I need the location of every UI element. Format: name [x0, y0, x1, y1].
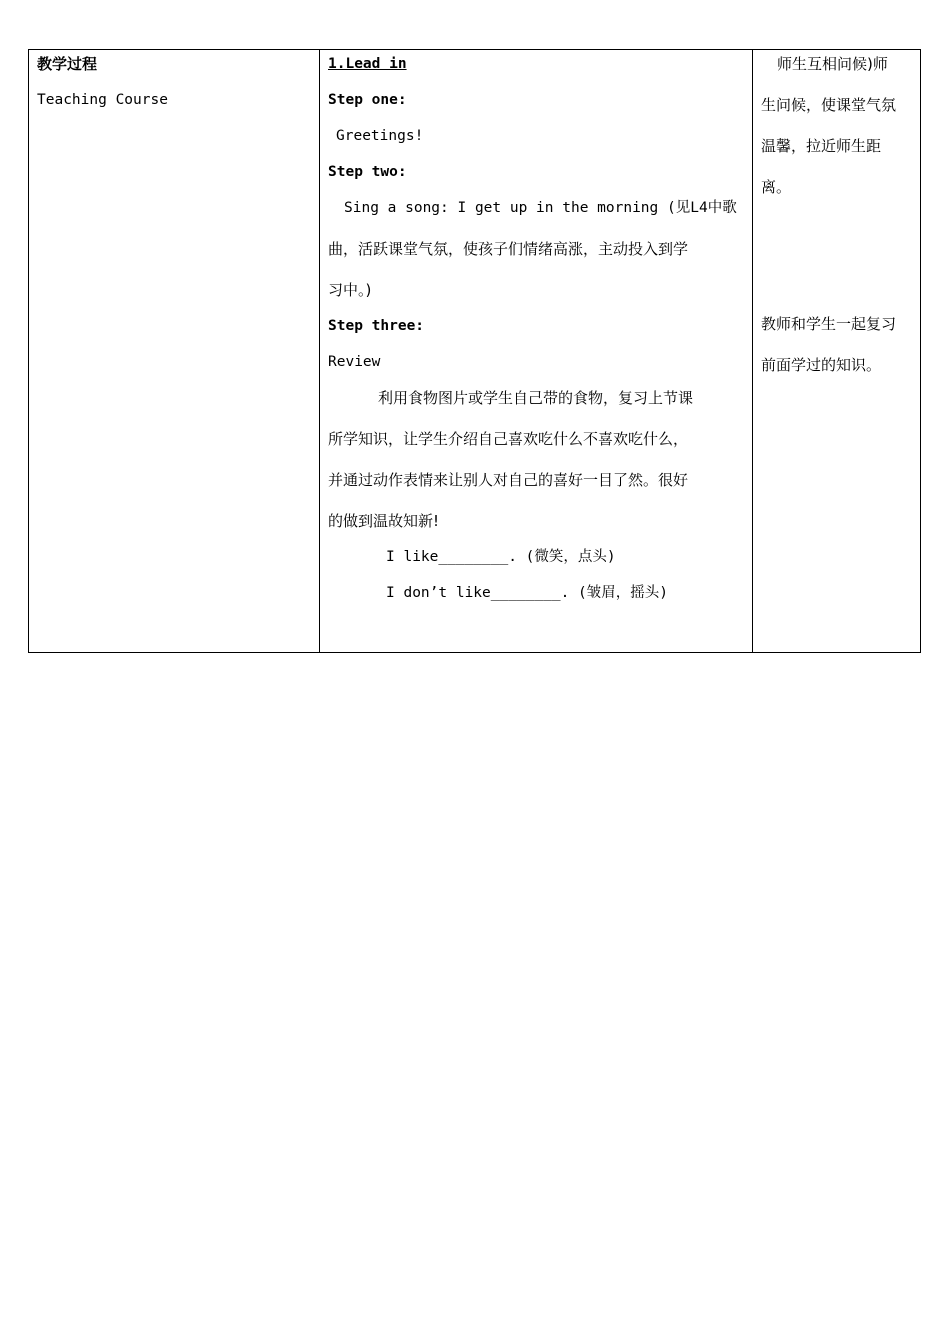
- step-two-line: 习中。): [328, 281, 372, 299]
- example-dont-like: I don’t like________. (皱眉，摇头): [386, 585, 669, 601]
- note-line: 师生互相问候)师: [777, 55, 888, 73]
- note-line: 教师和学生一起复习: [761, 315, 897, 333]
- step-two-line: 曲，活跃课堂气氛，使孩子们情绪高涨，主动投入到学: [328, 240, 689, 258]
- section-column: [29, 50, 320, 652]
- note-line: 温馨，拉近师生距: [761, 137, 882, 155]
- example-like: I like________. (微笑，点头): [386, 549, 616, 565]
- step-one-label: Step one:: [328, 92, 407, 108]
- section-title-cn: 教学过程: [37, 55, 98, 73]
- lead-in-heading: 1.Lead in: [328, 56, 407, 72]
- note-line: 前面学过的知识。: [761, 356, 882, 374]
- step-two-label: Step two:: [328, 164, 407, 180]
- note-line: 生问候，使课堂气氛: [761, 96, 897, 114]
- lesson-table: [28, 49, 921, 653]
- content-column: [320, 50, 753, 652]
- review-label: Review: [328, 354, 381, 370]
- review-line: 并通过动作表情来让别人对自己的喜好一目了然。很好: [328, 471, 689, 489]
- step-three-label: Step three:: [328, 318, 425, 334]
- review-line: 所学知识，让学生介绍自己喜欢吃什么不喜欢吃什么，: [328, 430, 689, 448]
- step-one-text: Greetings!: [336, 128, 424, 144]
- review-line: 的做到温故知新!: [328, 512, 440, 530]
- section-title-en: Teaching Course: [37, 92, 168, 108]
- notes-column: [753, 50, 920, 652]
- step-two-line: Sing a song: I get up in the morning (见L4中歌: [344, 200, 737, 216]
- note-line: 离。: [761, 178, 792, 196]
- review-line: 利用食物图片或学生自己带的食物，复习上节课: [378, 389, 694, 407]
